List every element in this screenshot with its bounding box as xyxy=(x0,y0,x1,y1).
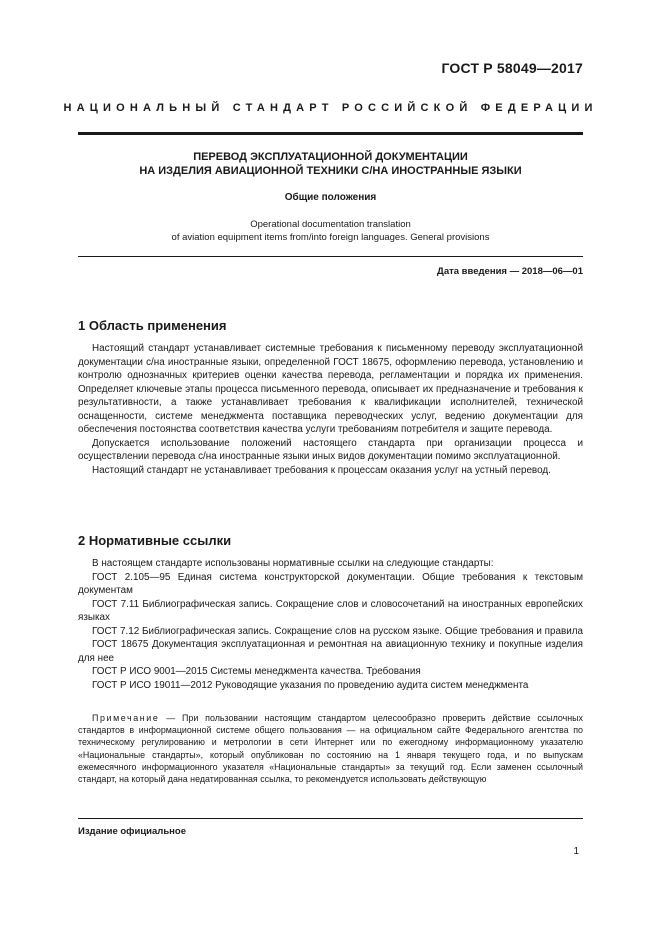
section-1-heading: 1 Область применения xyxy=(78,318,227,333)
section-1-body xyxy=(78,342,583,477)
document-subtitle: Общие положения xyxy=(284,192,377,203)
page-number: 1 xyxy=(573,846,579,857)
section-2-body xyxy=(78,557,583,692)
national-standard-heading: НАЦИОНАЛЬНЫЙ СТАНДАРТ РОССИЙСКОЙ ФЕДЕРАЦИИ xyxy=(63,102,598,114)
english-title-line-2: of aviation equipment items from/into foreign languages. General provisions xyxy=(171,232,490,243)
introduction-date: Дата введения — 2018—06—01 xyxy=(437,266,583,277)
title-divider xyxy=(78,256,583,257)
official-edition-label: Издание официальное xyxy=(78,826,186,837)
section-1-paragraph-2: Допускается использование положений настоящего стандарта при организации процесса и осуществлении перевода с/на иностранные языки иных видов документации помимо эксплуатационной. xyxy=(78,437,583,462)
note-label: Примечание xyxy=(92,713,160,723)
reference-item: ГОСТ 2.105—95 Единая система конструкторской документации. Общие требования к текстовым документам xyxy=(78,571,583,596)
section-1-paragraph-1: Настоящий стандарт устанавливает системные требования к письменному переводу эксплуатационной документации с/на иностранные языки, определенной ГОСТ 18675, оформлению перевода, установлению и контролю однозначных критериев оценки качества перевода, регламентации и порядка их применения. Определяет ключевые этапы процесса письменного перевода, описывает их предназначение и требования к результативности, а также устанавливает требования к квалификации исполнителей, технической оснащенности, системе менеджмента поставщика переводческих услуг, ведению документации для обеспечения постоянства соответствия качества услуги требованиям потребителя и защите перевода. xyxy=(78,343,583,435)
reference-item: ГОСТ 7.12 Библиографическая запись. Сокращение слов на русском языке. Общие требования и правила xyxy=(92,625,583,637)
english-title-line-1: Operational documentation translation xyxy=(250,219,411,230)
reference-item: ГОСТ 18675 Документация эксплуатационная и ремонтная на авиационную технику и покупные изделия для нее xyxy=(78,639,583,664)
footer-divider xyxy=(78,818,583,819)
section-2-intro: В настоящем стандарте использованы нормативные ссылки на следующие стандарты: xyxy=(92,558,494,569)
reference-item: ГОСТ Р ИСО 19011—2012 Руководящие указания по проведению аудита систем менеджмента xyxy=(92,679,529,691)
note-text: — При пользовании настоящим стандартом целесообразно проверить действие ссылочных стандартов в информационной системе общего пользования — на официальном сайте Федерального агентства по техническому регулированию и метрологии в сети Интернет или по ежегодному информационному указателю «Национальные стандарты», который опубликован по состоянию на 1 января текущего года, и по выпускам ежемесячного информационного указателя «Национальные стандарты» за текущий год. Если заменен ссылочный стандарт, на который дана недатированная ссылка, то рекомендуется использовать действующую xyxy=(78,713,583,785)
document-id: ГОСТ Р 58049—2017 xyxy=(441,60,583,76)
note xyxy=(78,712,583,785)
english-title xyxy=(78,218,583,244)
section-1-paragraph-3: Настоящий стандарт не устанавливает требования к процессам оказания услуг на устный перевод. xyxy=(92,464,551,476)
title-line-1: ПЕРЕВОД ЭКСПЛУАТАЦИОННОЙ ДОКУМЕНТАЦИИ xyxy=(193,151,468,163)
title-line-2: НА ИЗДЕЛИЯ АВИАЦИОННОЙ ТЕХНИКИ С/НА ИНОСТРАННЫЕ ЯЗЫКИ xyxy=(139,165,522,177)
header-divider xyxy=(78,132,583,135)
document-title xyxy=(78,150,583,178)
section-2-heading: 2 Нормативные ссылки xyxy=(78,533,232,548)
reference-item: ГОСТ 7.11 Библиографическая запись. Сокращение слов и словосочетаний на иностранных европейских языках xyxy=(78,598,583,623)
reference-item: ГОСТ Р ИСО 9001—2015 Системы менеджмента качества. Требования xyxy=(92,666,421,677)
